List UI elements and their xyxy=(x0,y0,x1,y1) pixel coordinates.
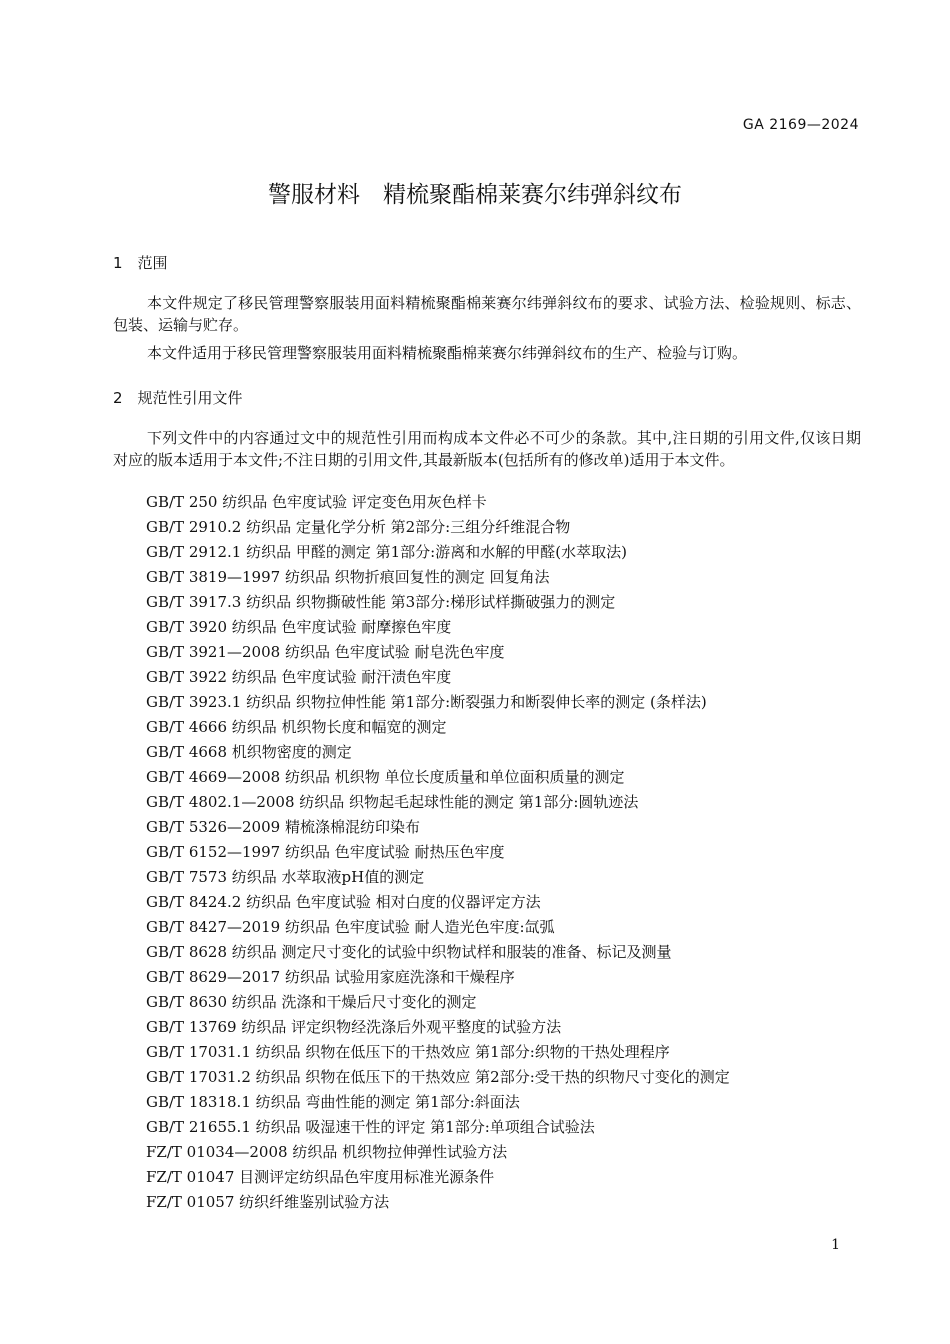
reference-item: GB/T 3921—2008 纺织品 色牢度试验 耐皂洗色牢度 xyxy=(146,643,505,661)
standard-number: GA 2169—2024 xyxy=(742,117,859,133)
reference-item: GB/T 8427—2019 纺织品 色牢度试验 耐人造光色牢度:氙弧 xyxy=(146,918,555,936)
reference-item: GB/T 17031.2 纺织品 织物在低压下的干热效应 第2部分:受干热的织物尺寸变化的测定 xyxy=(146,1068,730,1086)
section-2-paragraph-1: 下列文件中的内容通过文中的规范性引用而构成本文件必不可少的条款。其中,注日期的引用文件,仅该日期对应的版本适用于本文件;不注日期的引用文件,其最新版本(包括所有的修改单)适用于本文件。 xyxy=(113,429,861,469)
reference-item: GB/T 3922 纺织品 色牢度试验 耐汗渍色牢度 xyxy=(146,668,452,686)
reference-item: GB/T 3819—1997 纺织品 织物折痕回复性的测定 回复角法 xyxy=(146,568,550,586)
reference-item: FZ/T 01057 纺织纤维鉴别试验方法 xyxy=(146,1193,390,1211)
page-number: 1 xyxy=(831,1237,840,1253)
reference-item: GB/T 3917.3 纺织品 织物撕破性能 第3部分:梯形试样撕破强力的测定 xyxy=(146,593,616,611)
section-1-paragraph-1: 本文件规定了移民管理警察服装用面料精梳聚酯棉莱赛尔纬弹斜纹布的要求、试验方法、检验规则、标志、包装、运输与贮存。 xyxy=(113,294,861,334)
reference-item: FZ/T 01034—2008 纺织品 机织物拉伸弹性试验方法 xyxy=(146,1143,508,1161)
section-2-heading: 2 规范性引用文件 xyxy=(113,389,243,407)
reference-item: GB/T 3920 纺织品 色牢度试验 耐摩擦色牢度 xyxy=(146,618,452,636)
reference-item: GB/T 8424.2 纺织品 色牢度试验 相对白度的仪器评定方法 xyxy=(146,893,541,911)
reference-item: FZ/T 01047 目测评定纺织品色牢度用标准光源条件 xyxy=(146,1168,495,1186)
section-1-heading: 1 范围 xyxy=(113,254,168,272)
reference-item: GB/T 8628 纺织品 测定尺寸变化的试验中织物试样和服装的准备、标记及测量 xyxy=(146,943,672,961)
reference-item: GB/T 3923.1 纺织品 织物拉伸性能 第1部分:断裂强力和断裂伸长率的测定 (条样法) xyxy=(146,693,707,711)
reference-item: GB/T 4666 纺织品 机织物长度和幅宽的测定 xyxy=(146,718,447,736)
reference-item: GB/T 4669—2008 纺织品 机织物 单位长度质量和单位面积质量的测定 xyxy=(146,768,625,786)
reference-item: GB/T 250 纺织品 色牢度试验 评定变色用灰色样卡 xyxy=(146,493,487,511)
reference-item: GB/T 21655.1 纺织品 吸湿速干性的评定 第1部分:单项组合试验法 xyxy=(146,1118,595,1136)
reference-item: GB/T 4802.1—2008 纺织品 织物起毛起球性能的测定 第1部分:圆轨迹法 xyxy=(146,793,639,811)
section-1-paragraph-2: 本文件适用于移民管理警察服装用面料精梳聚酯棉莱赛尔纬弹斜纹布的生产、检验与订购。 xyxy=(147,344,748,362)
reference-item: GB/T 4668 机织物密度的测定 xyxy=(146,743,352,761)
reference-item: GB/T 17031.1 纺织品 织物在低压下的干热效应 第1部分:织物的干热处理程序 xyxy=(146,1043,670,1061)
reference-item: GB/T 18318.1 纺织品 弯曲性能的测定 第1部分:斜面法 xyxy=(146,1093,520,1111)
reference-item: GB/T 5326—2009 精梳涤棉混纺印染布 xyxy=(146,818,420,836)
reference-item: GB/T 8629—2017 纺织品 试验用家庭洗涤和干燥程序 xyxy=(146,968,515,986)
document-title: 警服材料 精梳聚酯棉莱赛尔纬弹斜纹布 xyxy=(268,182,682,208)
reference-item: GB/T 2910.2 纺织品 定量化学分析 第2部分:三组分纤维混合物 xyxy=(146,518,571,536)
normative-references-list xyxy=(146,490,730,1215)
reference-item: GB/T 2912.1 纺织品 甲醛的测定 第1部分:游离和水解的甲醛(水萃取法) xyxy=(146,543,627,561)
reference-item: GB/T 13769 纺织品 评定织物经洗涤后外观平整度的试验方法 xyxy=(146,1018,562,1036)
reference-item: GB/T 8630 纺织品 洗涤和干燥后尺寸变化的测定 xyxy=(146,993,477,1011)
reference-item: GB/T 7573 纺织品 水萃取液pH值的测定 xyxy=(146,868,425,886)
reference-item: GB/T 6152—1997 纺织品 色牢度试验 耐热压色牢度 xyxy=(146,843,505,861)
